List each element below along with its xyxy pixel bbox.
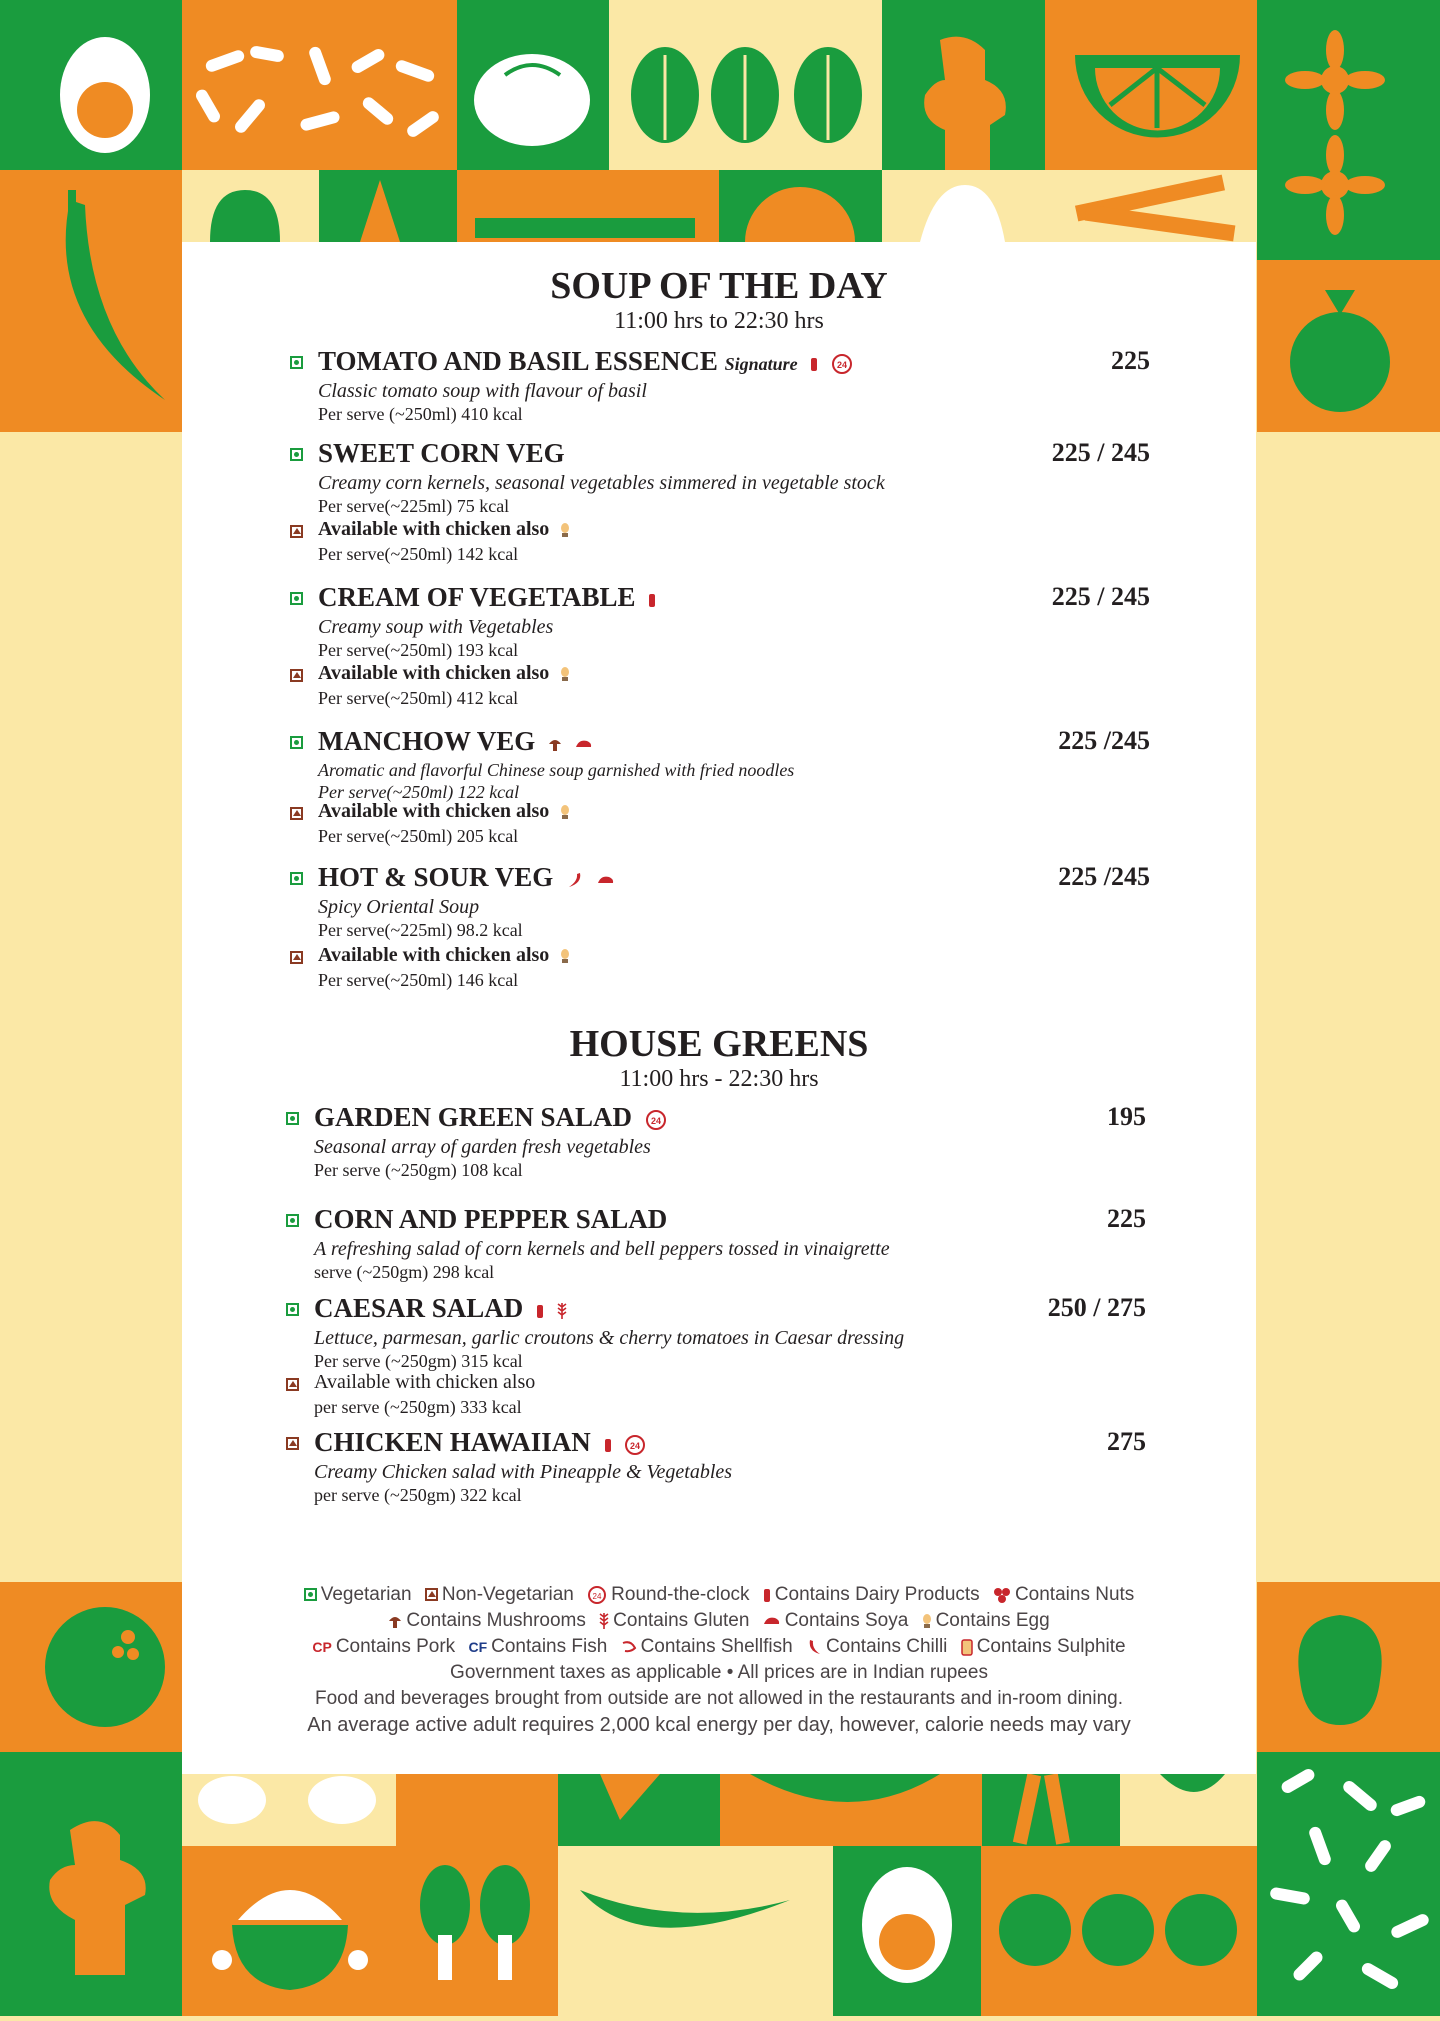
non-veg-mark-icon — [425, 1588, 438, 1601]
legend-gluten — [599, 1610, 749, 1631]
item-name-wrapper — [318, 862, 615, 893]
menu-item — [286, 1102, 1146, 1182]
veg-mark-icon — [290, 872, 303, 885]
menu-item — [290, 726, 1150, 856]
legend-label: Contains Sulphite — [976, 1636, 1126, 1657]
section-title-greens: HOUSE GREENS — [569, 1023, 869, 1065]
item-calories: per serve (~250gm) 322 kcal — [314, 1485, 522, 1505]
item-name-wrapper — [318, 726, 593, 757]
egg-icon — [922, 1613, 932, 1629]
chicken-option-label: Available with chicken also — [318, 662, 550, 684]
item-calories: Per serve (~250gm) 108 kcal — [314, 1160, 523, 1180]
menu-item — [286, 1427, 1146, 1507]
item-calories: Per serve(~225ml) 75 kcal — [318, 496, 510, 516]
svg-text:24: 24 — [650, 1115, 661, 1126]
dairy-icon — [763, 1587, 771, 1603]
section-hours-greens: 11:00 hrs - 22:30 hrs — [619, 1066, 819, 1092]
pork-icon: CP — [312, 1638, 332, 1655]
chicken-option-calories: per serve (~250gm) 333 kcal — [314, 1397, 522, 1417]
item-calories: serve (~250gm) 298 kcal — [314, 1262, 495, 1282]
legend-non-vegetarian — [425, 1584, 574, 1605]
round-the-clock-icon — [587, 1585, 607, 1605]
veg-mark-icon — [290, 356, 303, 369]
item-price: 250 / 275 — [1047, 1293, 1146, 1322]
legend-row-2 — [182, 1610, 1256, 1632]
legend-fish — [468, 1636, 607, 1657]
chicken-option — [318, 944, 570, 967]
item-calories: Per serve (~250gm) 315 kcal — [314, 1351, 523, 1371]
item-price: 225 — [1111, 346, 1150, 375]
item-description: Classic tomato soup with flavour of basil — [318, 380, 647, 402]
item-calories: Per serve(~225ml) 98.2 kcal — [318, 920, 523, 940]
menu-item — [290, 582, 1150, 712]
menu-item — [290, 438, 1150, 568]
soya-icon — [575, 737, 593, 751]
chicken-option-calories: Per serve(~250ml) 146 kcal — [318, 970, 519, 990]
chicken-option-label: Available with chicken also — [318, 944, 550, 966]
egg-icon — [560, 522, 570, 538]
item-description: Spicy Oriental Soup — [318, 896, 480, 918]
chicken-option-calories: Per serve(~250ml) 205 kcal — [318, 826, 519, 846]
legend-row-3 — [182, 1636, 1256, 1658]
veg-mark-icon — [290, 592, 303, 605]
dairy-icon — [648, 592, 656, 608]
non-veg-mark-icon — [290, 669, 303, 682]
legend-nuts — [993, 1584, 1134, 1605]
item-name-wrapper — [318, 582, 656, 613]
legend-label: Round-the-clock — [611, 1584, 750, 1605]
dairy-icon — [604, 1437, 612, 1453]
item-description: Creamy Chicken salad with Pineapple & Vegetables — [314, 1461, 733, 1483]
item-description: Seasonal array of garden fresh vegetables — [314, 1136, 651, 1158]
chicken-option-calories: Per serve(~250ml) 412 kcal — [318, 688, 519, 708]
non-veg-mark-icon — [290, 807, 303, 820]
item-calories: Per serve(~250ml) 122 kcal — [318, 782, 520, 802]
item-calories: Per serve (~250ml) 410 kcal — [318, 404, 523, 424]
legend-label: Contains Gluten — [613, 1610, 750, 1631]
veg-mark-icon — [290, 448, 303, 461]
mushroom-icon — [548, 736, 562, 752]
section-hours-soup: 11:00 hrs to 22:30 hrs — [614, 308, 824, 334]
taxes-note: Government taxes as applicable • All prices are in Indian rupees — [450, 1662, 988, 1683]
sulphite-icon — [961, 1638, 973, 1656]
legend-label: Contains Pork — [335, 1636, 456, 1657]
chicken-option — [318, 518, 570, 541]
legend-label: Contains Mushrooms — [406, 1610, 586, 1631]
item-name: CAESAR SALAD — [314, 1293, 524, 1323]
legend-row-1 — [182, 1584, 1256, 1606]
chicken-option-label: Available with chicken also — [314, 1371, 536, 1393]
item-description: A refreshing salad of corn kernels and bell peppers tossed in vinaigrette — [314, 1238, 890, 1260]
item-price: 195 — [1107, 1102, 1146, 1131]
mushroom-icon — [388, 1613, 402, 1629]
item-name: CORN AND PEPPER SALAD — [314, 1204, 668, 1234]
veg-mark-icon — [286, 1303, 299, 1316]
menu-item — [286, 1204, 1146, 1284]
legend-label: Vegetarian — [320, 1584, 412, 1605]
chicken-option — [318, 800, 570, 823]
menu-panel — [182, 242, 1256, 1774]
legend-label: Contains Fish — [491, 1636, 608, 1657]
veg-mark-icon — [304, 1588, 317, 1601]
item-price: 275 — [1107, 1427, 1146, 1456]
chicken-option — [318, 662, 570, 685]
legend-vegetarian — [304, 1584, 412, 1605]
legend-label: Contains Shellfish — [640, 1636, 793, 1657]
gluten-icon — [599, 1612, 609, 1630]
legend-shellfish — [621, 1636, 793, 1657]
item-name-wrapper — [314, 1427, 646, 1458]
legend-label: Non-Vegetarian — [441, 1584, 574, 1605]
veg-mark-icon — [286, 1214, 299, 1227]
item-name: SWEET CORN VEG — [318, 438, 565, 468]
outside-food-note: Food and beverages brought from outside are not allowed in the restaurants and in-room dining. — [315, 1688, 1123, 1709]
item-name: GARDEN GREEN SALAD — [314, 1102, 633, 1132]
item-description: Lettuce, parmesan, garlic croutons & cherry tomatoes in Caesar dressing — [314, 1327, 905, 1349]
gluten-icon — [557, 1302, 567, 1320]
item-name: CREAM OF VEGETABLE — [318, 582, 636, 612]
legend-pork — [312, 1636, 455, 1657]
item-name-wrapper — [314, 1102, 667, 1133]
egg-icon — [560, 804, 570, 820]
item-name: TOMATO AND BASIL ESSENCE — [318, 346, 718, 376]
item-calories: Per serve(~250ml) 193 kcal — [318, 640, 519, 660]
legend-label: Contains Chilli — [825, 1636, 948, 1657]
menu-item — [290, 862, 1150, 992]
chicken-option-calories: Per serve(~250ml) 142 kcal — [318, 544, 519, 564]
round-the-clock-icon — [831, 353, 853, 375]
item-description: Creamy corn kernels, seasonal vegetables simmered in vegetable stock — [318, 472, 885, 494]
veg-mark-icon — [290, 736, 303, 749]
legend-dairy — [763, 1584, 980, 1605]
legend-chilli — [806, 1636, 947, 1657]
calorie-note: An average active adult requires 2,000 kcal energy per day, however, calorie needs may vary — [307, 1714, 1131, 1736]
legend-label: Contains Soya — [784, 1610, 909, 1631]
svg-text:24: 24 — [630, 1440, 641, 1451]
legend-sulphite — [961, 1636, 1126, 1657]
round-the-clock-icon — [645, 1109, 667, 1131]
item-name: HOT & SOUR VEG — [318, 862, 554, 892]
chilli-icon — [806, 1639, 822, 1655]
legend-mushrooms — [388, 1610, 586, 1631]
dairy-icon — [810, 356, 818, 372]
section-title-soup: SOUP OF THE DAY — [550, 265, 888, 307]
item-price: 225 / 245 — [1051, 438, 1150, 467]
item-price: 225 — [1107, 1204, 1146, 1233]
chicken-option-label: Available with chicken also — [318, 518, 550, 540]
non-veg-mark-icon — [290, 951, 303, 964]
item-price: 225 /245 — [1058, 862, 1150, 891]
soya-icon — [597, 873, 615, 887]
item-price: 225 /245 — [1058, 726, 1150, 755]
shellfish-icon — [621, 1640, 637, 1654]
item-description: Aromatic and flavorful Chinese soup garnished with fried noodles — [318, 760, 795, 780]
item-description: Creamy soup with Vegetables — [318, 616, 554, 638]
menu-item — [290, 346, 1150, 426]
non-veg-mark-icon — [286, 1378, 299, 1391]
legend-label: Contains Egg — [935, 1610, 1050, 1631]
non-veg-mark-icon — [286, 1437, 299, 1450]
legend-label: Contains Dairy Products — [774, 1584, 980, 1605]
round-the-clock-icon — [624, 1434, 646, 1456]
fish-icon: CF — [468, 1638, 488, 1655]
non-veg-mark-icon — [290, 525, 303, 538]
soya-icon — [763, 1614, 781, 1628]
legend-egg — [922, 1610, 1050, 1631]
chilli-icon — [566, 871, 584, 889]
item-name: MANCHOW VEG — [318, 726, 536, 756]
egg-icon — [560, 666, 570, 682]
svg-text:24: 24 — [592, 1591, 602, 1601]
chicken-option-label: Available with chicken also — [318, 800, 550, 822]
veg-mark-icon — [286, 1112, 299, 1125]
dairy-icon — [536, 1303, 544, 1319]
item-name-wrapper — [314, 1293, 567, 1324]
signature-tag: Signature — [724, 354, 798, 374]
item-price: 225 / 245 — [1051, 582, 1150, 611]
legend-soya — [763, 1610, 909, 1631]
nuts-icon — [993, 1587, 1011, 1603]
legend-label: Contains Nuts — [1014, 1584, 1135, 1605]
legend-round-the-clock — [587, 1584, 749, 1605]
svg-text:24: 24 — [837, 359, 848, 370]
menu-item — [286, 1293, 1146, 1423]
item-name: CHICKEN HAWAIIAN — [314, 1427, 591, 1457]
egg-icon — [560, 948, 570, 964]
item-name-wrapper — [318, 346, 853, 377]
